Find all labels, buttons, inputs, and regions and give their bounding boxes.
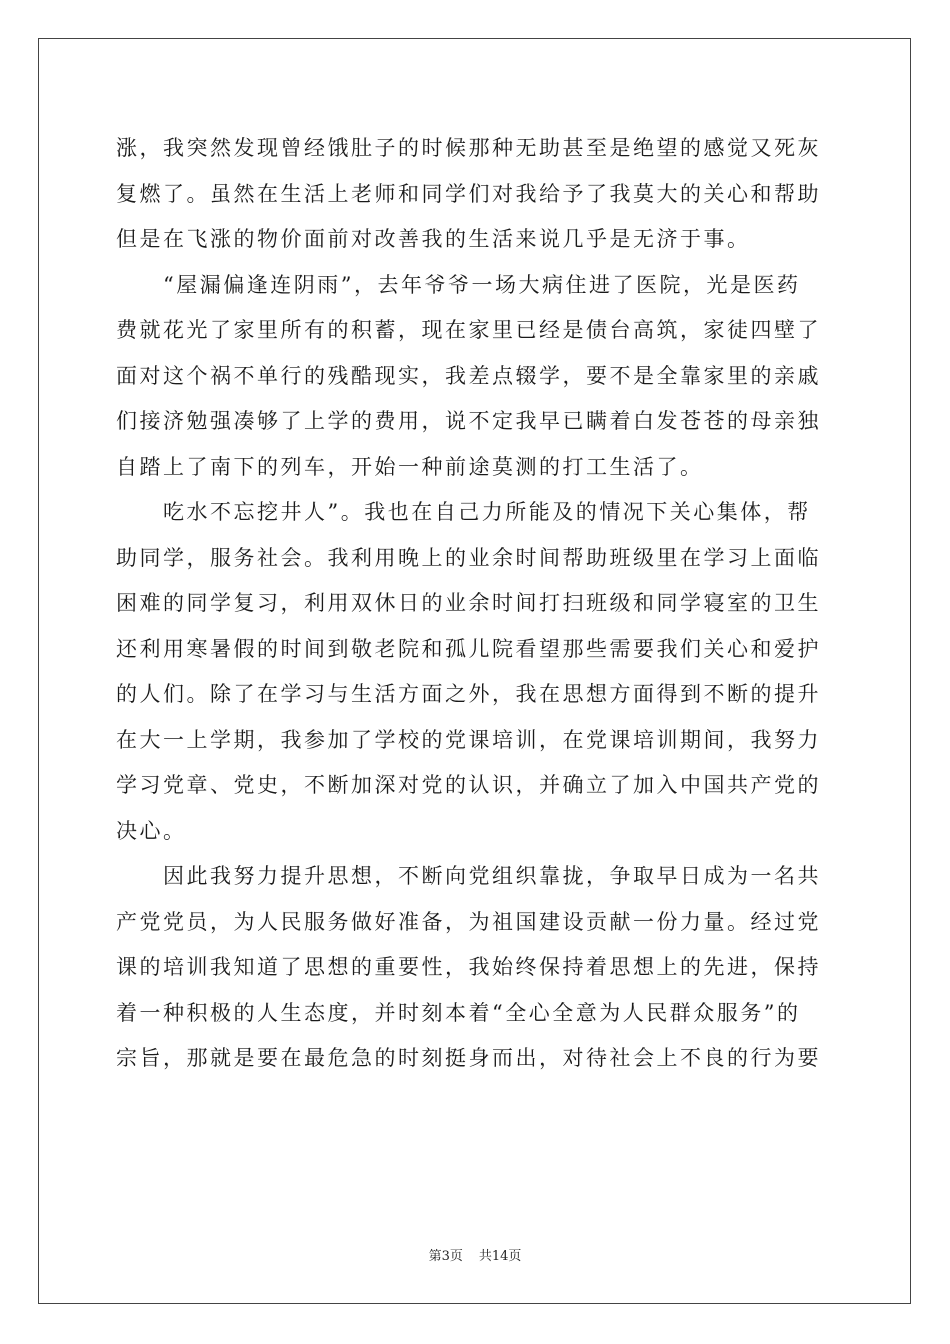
text-line: 产党党员，为人民服务做好准备，为祖国建设贡献一份力量。经过党 <box>116 909 821 934</box>
text-line: 决心。 <box>116 818 187 843</box>
text-line: 着一种积极的人生态度，并时刻本着“全心全意为人民群众服务”的 <box>116 1000 801 1025</box>
text-line: 在大一上学期，我参加了学校的党课培训，在党课培训期间，我努力 <box>116 727 821 752</box>
text-line: 复燃了。虽然在生活上老师和同学们对我给予了我莫大的关心和帮助 <box>116 181 821 206</box>
paragraph-2 <box>116 263 836 491</box>
paragraph-1 <box>116 126 836 263</box>
text-line: 学习党章、党史，不断加深对党的认识，并确立了加入中国共产党的 <box>116 773 821 797</box>
document-body <box>116 126 836 1082</box>
page-footer <box>0 1245 950 1264</box>
text-line: 还利用寒暑假的时间到敬老院和孤儿院看望那些需要我们关心和爱护 <box>116 636 821 661</box>
text-line: 自踏上了南下的列车，开始一种前途莫测的打工生活了。 <box>116 454 704 479</box>
text-line: 面对这个祸不单行的残酷现实，我差点辍学，要不是全靠家里的亲戚 <box>116 363 821 388</box>
text-line: 但是在飞涨的物价面前对改善我的生活来说几乎是无济于事。 <box>116 227 751 251</box>
text-line: “屋漏偏逢连阴雨”，去年爷爷一场大病住进了医院，光是医药 <box>116 272 801 297</box>
text-line: 课的培训我知道了思想的重要性，我始终保持着思想上的先进，保持 <box>116 955 821 979</box>
text-line: 助同学，服务社会。我利用晚上的业余时间帮助班级里在学习上面临 <box>116 545 821 570</box>
text-line: 因此我努力提升思想，不断向党组织靠拢，争取早日成为一名共 <box>116 864 821 888</box>
text-line: 困难的同学复习，利用双休日的业余时间打扫班级和同学寝室的卫生 <box>116 591 821 615</box>
text-line: 涨，我突然发现曾经饿肚子的时候那种无助甚至是绝望的感觉又死灰 <box>116 136 821 160</box>
text-line: 宗旨，那就是要在最危急的时刻挺身而出，对待社会上不良的行为要 <box>116 1046 821 1070</box>
paragraph-4 <box>116 854 836 1082</box>
total-pages: 共14页 <box>478 1249 522 1264</box>
text-line: 吃水不忘挖井人”。我也在自己力所能及的情况下关心集体，帮 <box>116 500 811 524</box>
text-line: 费就花光了家里所有的积蓄，现在家里已经是债台高筑，家徒四壁了 <box>116 318 821 342</box>
text-line: 的人们。除了在学习与生活方面之外，我在思想方面得到不断的提升 <box>116 682 821 706</box>
paragraph-3 <box>116 490 836 854</box>
text-line: 们接济勉强凑够了上学的费用，说不定我早已瞒着白发苍苍的母亲独 <box>116 409 821 433</box>
page-number: 第3页 <box>428 1249 463 1264</box>
